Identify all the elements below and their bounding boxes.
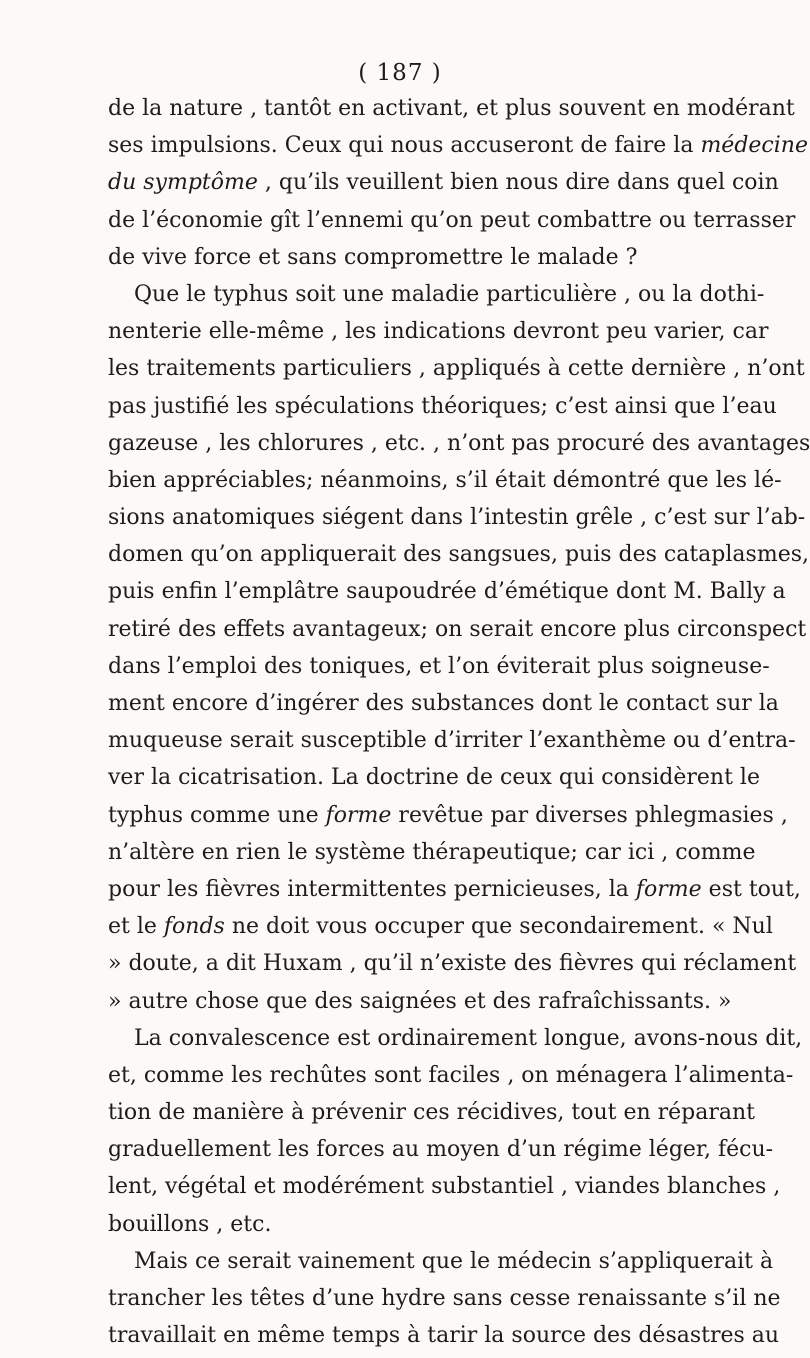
text-segment: trancher les têtes d’une hydre sans cesse renaissante s’il ne (108, 1286, 781, 1311)
text-segment: » doute, a dit Huxam , qu’il n’existe des fièvres qui réclament (108, 951, 797, 977)
text-line (108, 983, 732, 1020)
text-line (108, 276, 765, 313)
italic-text: fonds (163, 914, 225, 940)
body-text (108, 90, 810, 1354)
text-segment: tion de manière à prévenir ces récidives, tout en réparant (108, 1100, 756, 1126)
text-segment: et le (108, 914, 164, 940)
text-line (108, 685, 779, 722)
text-segment: retiré des effets avantageux; on serait encore plus circonspect (108, 616, 807, 642)
text-segment: pour les fièvres intermittentes pernicieuses, la (108, 876, 636, 902)
text-line (108, 536, 809, 573)
text-segment: gazeuse , les chlorures , etc. , n’ont pas procuré des avantages (108, 430, 810, 456)
text-segment: de l’économie gît l’ennemi qu’on peut combattre ou terrasser (108, 207, 796, 233)
text-line (108, 722, 796, 759)
text-line (108, 1206, 700, 1243)
text-segment: graduellement les forces au moyen d’un régime léger, fécu- (108, 1137, 774, 1163)
text-line (108, 1317, 780, 1354)
text-line (108, 1057, 794, 1094)
text-line (108, 350, 805, 387)
text-line (108, 388, 777, 425)
text-line (108, 834, 756, 871)
italic-text: forme (325, 802, 392, 828)
text-line (108, 127, 808, 164)
text-segment: bouillons , etc. (108, 1211, 272, 1237)
text-segment: ses impulsions. Ceux qui nous accuseront de faire la (108, 133, 701, 159)
text-line (108, 908, 773, 945)
text-segment: est tout, (701, 876, 801, 902)
text-segment: puis enfin l’emplâtre saupoudrée d’émétique dont M. Bally a (108, 579, 786, 605)
text-line (108, 1280, 781, 1317)
text-segment: bien appréciables; néanmoins, s’il était démontré que les lé- (108, 467, 782, 493)
text-segment: muqueuse serait susceptible d’irriter l’exanthème ou d’entra- (108, 728, 796, 754)
text-line (108, 239, 700, 276)
text-line (108, 90, 795, 127)
text-line (108, 1168, 781, 1205)
text-line (108, 871, 801, 908)
text-segment: et, comme les rechûtes sont faciles , on ménagera l’alimenta- (108, 1062, 794, 1088)
text-segment: La convalescence est ordinairement longue, avons-nous dit, (134, 1025, 803, 1051)
text-segment: lent, végétal et modérément substantiel , viandes blanches , (108, 1174, 781, 1200)
text-segment: » autre chose que des saignées et des rafraîchissants. » (108, 988, 732, 1014)
text-segment: de la nature , tantôt en activant, et plus souvent en modérant (108, 96, 795, 121)
page-number: ( 187 ) (358, 60, 442, 86)
text-line (108, 797, 788, 834)
text-segment: les traitements particuliers , appliqués à cette dernière , n’ont (108, 356, 805, 382)
text-line (108, 462, 782, 499)
text-line (108, 1243, 774, 1280)
text-line (108, 164, 779, 201)
text-line (108, 202, 796, 239)
text-segment: Mais ce serait vainement que le médecin s’appliquerait à (134, 1248, 774, 1274)
italic-text: médecine (700, 133, 808, 159)
text-segment: nenterie elle-même , les indications devront peu varier, car (108, 319, 769, 345)
text-segment: pas justifié les spéculations théoriques; c’est ainsi que l’eau (108, 393, 777, 419)
text-line (108, 1131, 774, 1168)
text-segment: revêtue par diverses phlegmasies , (391, 802, 788, 828)
text-segment: ne doit vous occuper que secondairement. « Nul (224, 914, 773, 940)
text-line (108, 648, 770, 685)
text-line (108, 759, 760, 796)
text-segment: de vive force et sans compromettre le malade ? (108, 244, 638, 270)
text-segment: Que le typhus soit une maladie particulière , ou la dothi- (134, 281, 765, 307)
text-segment: ment encore d’ingérer des substances dont le contact sur la (108, 691, 779, 716)
text-segment: sions anatomiques siégent dans l’intestin grêle , c’est sur l’ab- (108, 505, 806, 531)
text-segment: ver la cicatrisation. La doctrine de ceux qui considèrent le (108, 765, 760, 791)
text-line (108, 573, 786, 610)
text-segment: n’altère en rien le système thérapeutique; car ici , comme (108, 839, 756, 865)
text-segment: dans l’emploi des toniques, et l’on éviterait plus soigneuse- (108, 653, 770, 679)
text-line (108, 945, 797, 982)
text-line (108, 611, 807, 648)
text-segment: domen qu’on appliquerait des sangsues, puis des cataplasmes, (108, 542, 809, 568)
text-line (108, 313, 769, 350)
text-segment: travaillait en même temps à tarir la source des désastres au (108, 1323, 780, 1349)
text-segment: typhus comme une (108, 802, 326, 828)
text-segment: , qu’ils veuillent bien nous dire dans quel coin (257, 170, 779, 196)
text-line (108, 1094, 756, 1131)
text-line (108, 425, 810, 462)
text-line (108, 1020, 803, 1057)
italic-text: forme (635, 876, 702, 902)
italic-text: du symptôme (108, 170, 258, 196)
text-line (108, 499, 806, 536)
